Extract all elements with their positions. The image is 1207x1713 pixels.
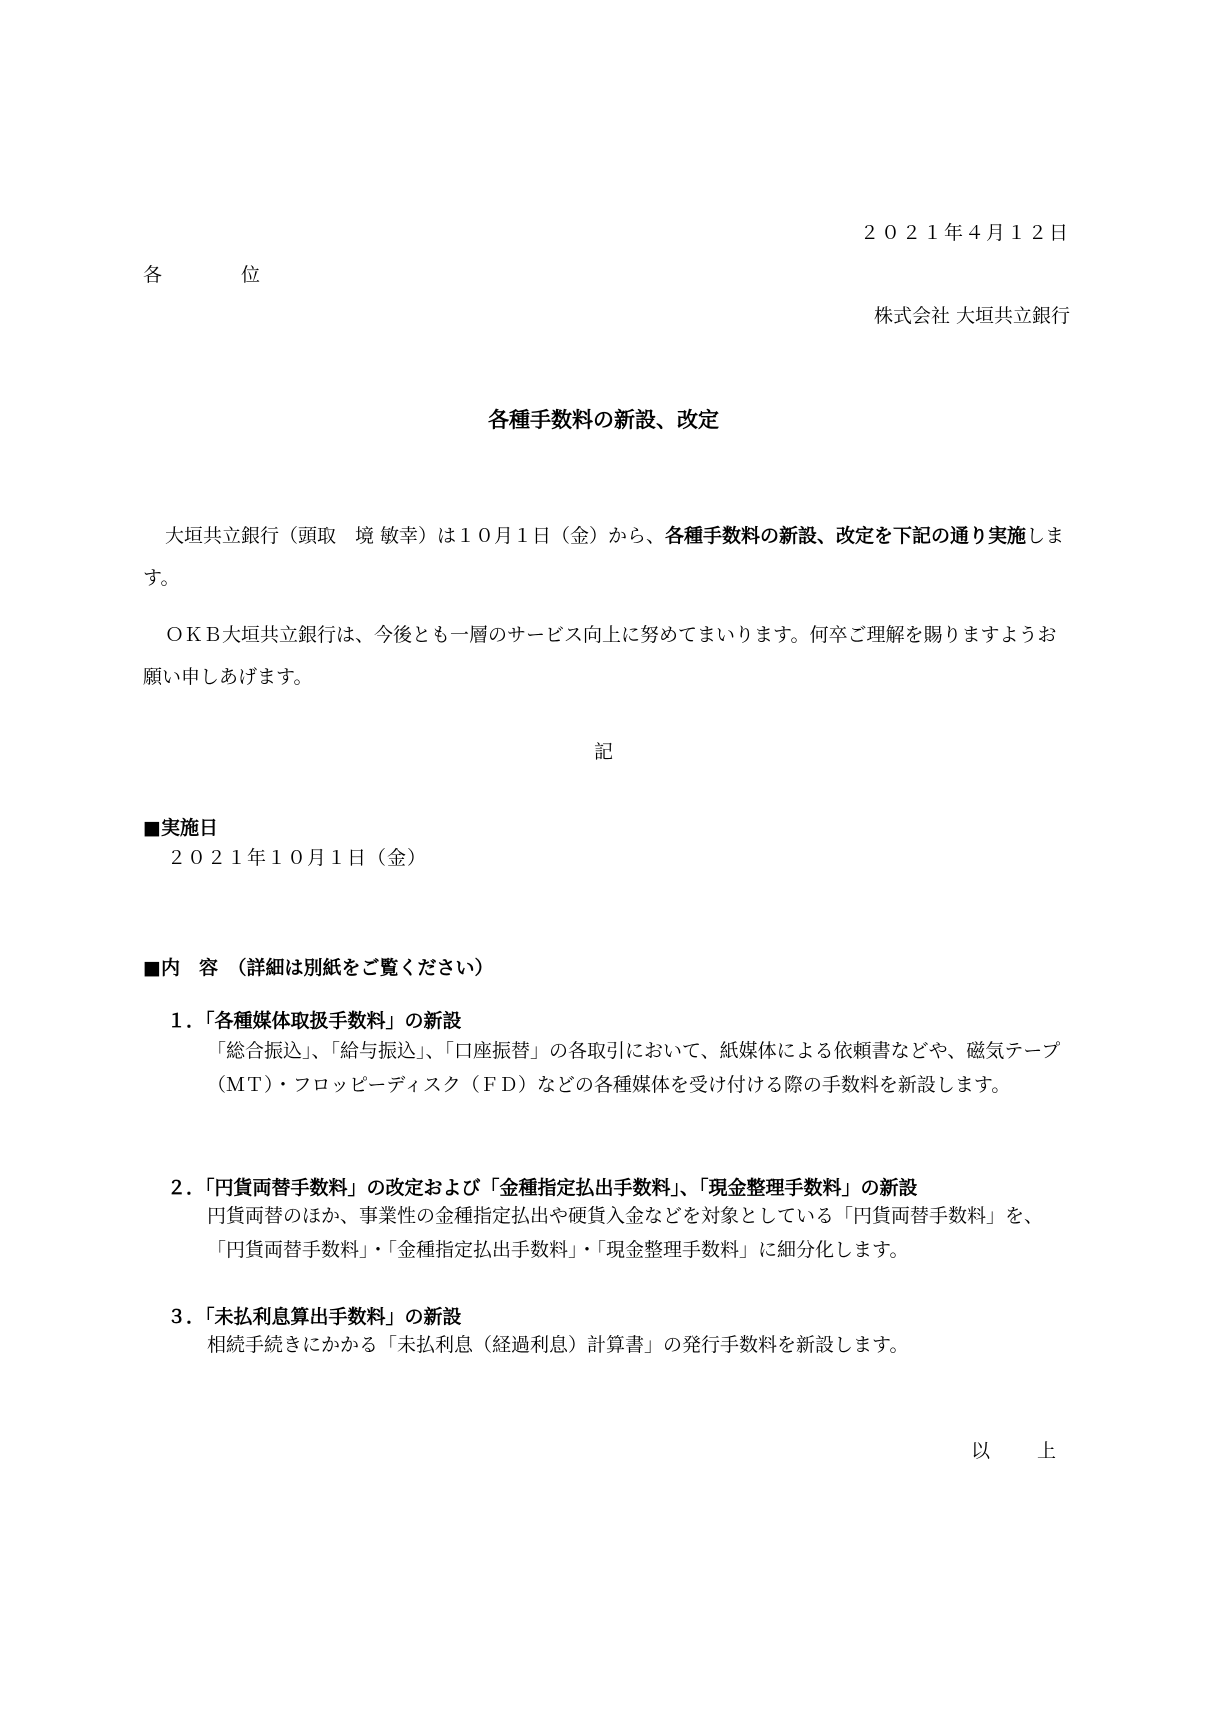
intro-paragraph-2: ＯＫＢ大垣共立銀行は、今後とも一層のサービス向上に努めてまいります。何卒ご理解を賜りますようお願い申しあげます。 bbox=[143, 624, 1057, 688]
intro-emphasis: 各種手数料の新設、改定を下記の通り実施 bbox=[665, 525, 1027, 547]
addressee: 各 位 bbox=[143, 264, 291, 286]
intro-tail: します。 bbox=[143, 525, 1065, 589]
intro-paragraph-1 bbox=[143, 515, 1068, 599]
contents-heading: ■内 容 （詳細は別紙をご覧ください） bbox=[143, 957, 494, 979]
item-3-body: 相続手続きにかかる「未払利息（経過利息）計算書」の発行手数料を新設します。 bbox=[207, 1334, 909, 1356]
ki-marker: 記 bbox=[593, 741, 613, 763]
document-title: 各種手数料の新設、改定 bbox=[488, 408, 719, 432]
company-name: 株式会社 大垣共立銀行 bbox=[873, 305, 1070, 327]
intro-lead: 大垣共立銀行（頭取 境 敏幸）は１０月１日（金）から、 bbox=[165, 525, 666, 547]
item-1-body: 「総合振込」、「給与振込」、「口座振替」の各取引において、紙媒体による依頼書などや、磁気テープ（ＭＴ）・フロッピーディスク（ＦＤ）などの各種媒体を受け付ける際の手数料を新設します。 bbox=[207, 1040, 1061, 1096]
item-1-heading: １．「各種媒体取扱手数料」の新設 bbox=[167, 1010, 462, 1032]
implementation-date: ２０２１年１０月１日（金） bbox=[167, 847, 428, 869]
item-2-heading: ２．「円貨両替手数料」の改定および「金種指定払出手数料」、「現金整理手数料」の新設 bbox=[167, 1177, 918, 1199]
document-date: ２０２１年４月１２日 bbox=[859, 222, 1070, 244]
item-3-heading: ３．「未払利息算出手数料」の新設 bbox=[167, 1306, 462, 1328]
closing-mark: 以 上 bbox=[970, 1440, 1070, 1462]
implementation-heading: ■実施日 bbox=[143, 817, 218, 839]
item-2-body: 円貨両替のほか、事業性の金種指定払出や硬貨入金などを対象としている「円貨両替手数料」を、「円貨両替手数料」・「金種指定払出手数料」・「現金整理手数料」に細分化します。 bbox=[207, 1205, 1044, 1261]
